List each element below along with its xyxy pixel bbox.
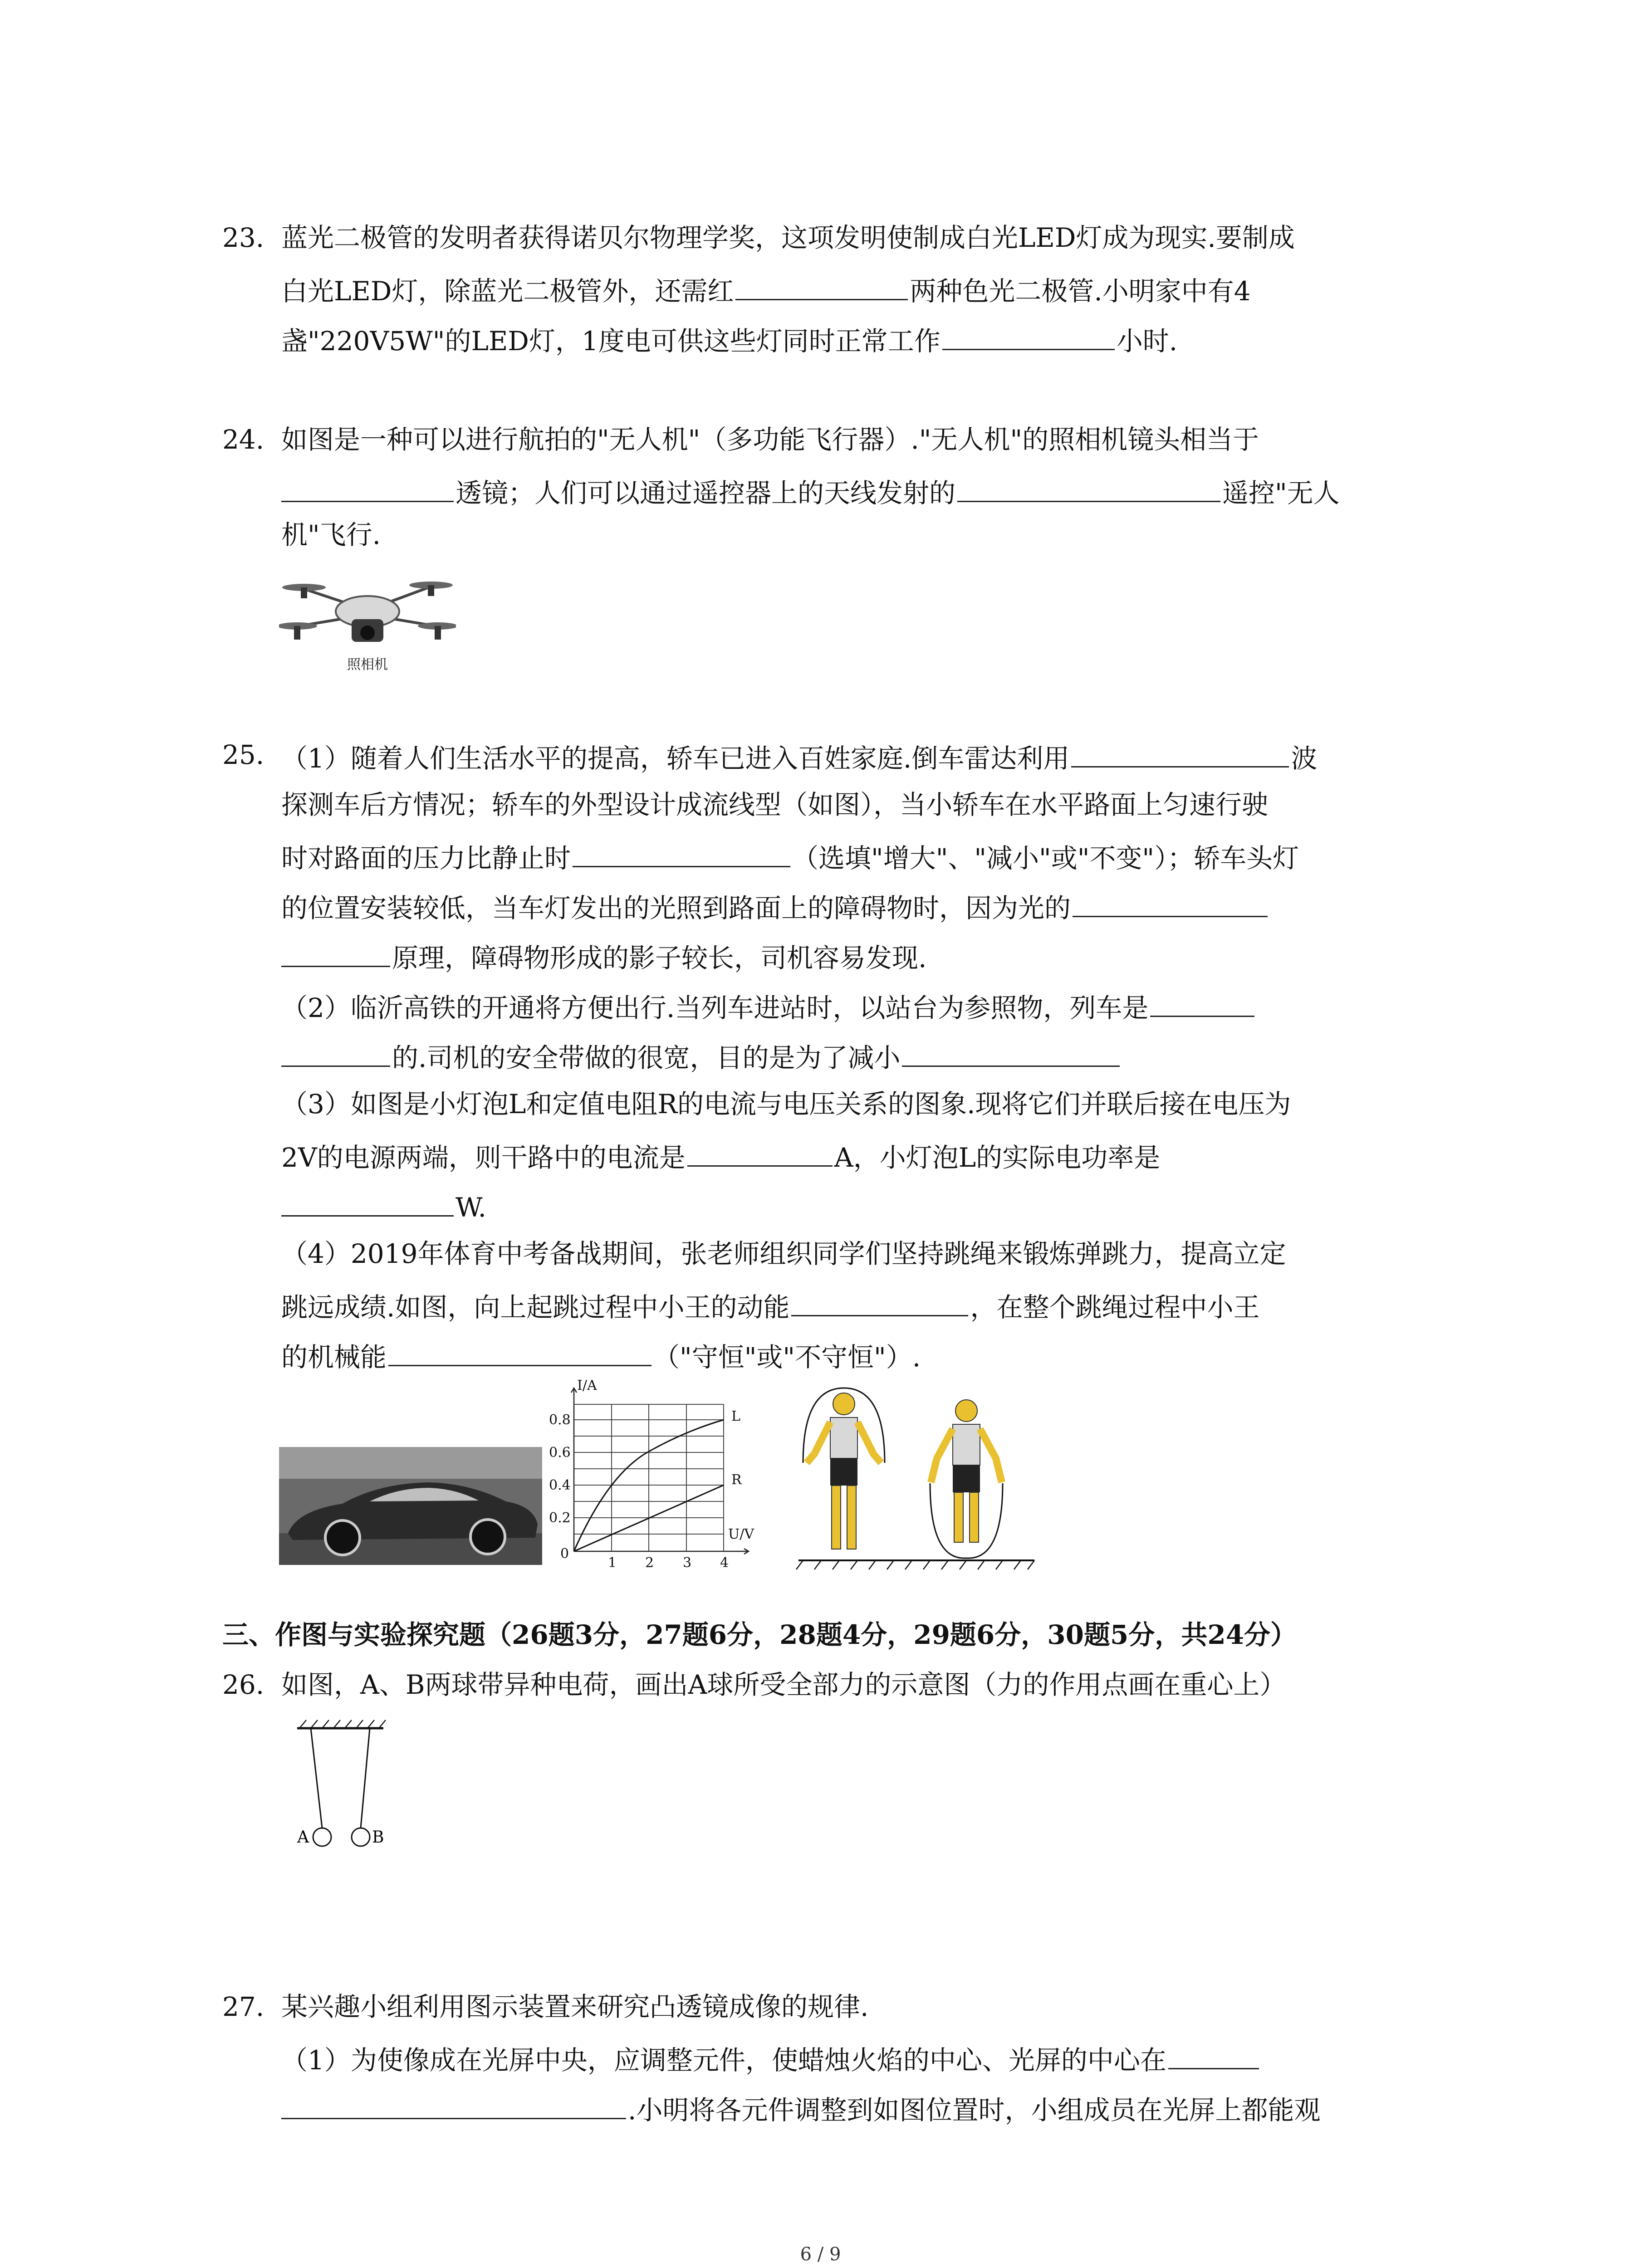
q25-p1-line5: 原理，障碍物形成的影子较长，司机容易发现. xyxy=(281,941,926,971)
q25-p4-line1: （4）2019年体育中考备战期间，张老师组织同学们坚持跳绳来锻炼弹跳力，提高立定 xyxy=(281,1238,1286,1269)
q25-blank-pressure[interactable] xyxy=(573,841,790,867)
jump-rope-figure xyxy=(794,1379,1039,1574)
q27-blank2[interactable] xyxy=(281,2093,626,2119)
q25-p4-line3: 的机械能 （"守恒"或"不守恒"）. xyxy=(281,1340,921,1370)
q27-number: 27. xyxy=(222,1991,265,2022)
ytick-02: 0.2 xyxy=(549,1510,571,1526)
q25-p3-line1: （3）如图是小灯泡L和定值电阻R的电流与电压关系的图象.现将它们并联后接在电压为 xyxy=(281,1089,1291,1119)
y-axis-label: I/A xyxy=(577,1379,597,1393)
q27-line1: 某兴趣小组利用图示装置来研究凸透镜成像的规律. xyxy=(281,1991,869,2022)
car-figure xyxy=(279,1447,542,1565)
page-number: 6 / 9 xyxy=(800,2244,841,2265)
charged-balls-figure xyxy=(279,1719,397,1855)
ytick-04: 0.4 xyxy=(549,1477,571,1493)
q24-blank2[interactable] xyxy=(957,476,1220,502)
xtick-4: 4 xyxy=(720,1555,729,1571)
q27-blank1[interactable] xyxy=(1168,2043,1259,2069)
q25-p4-line2: 跳远成绩.如图，向上起跳过程中小王的动能 ，在整个跳绳过程中小王 xyxy=(281,1290,1259,1320)
xtick-3: 3 xyxy=(683,1555,692,1571)
ball-a xyxy=(313,1828,331,1846)
q27-line2: （1）为使像成在光屏中央，应调整元件，使蜡烛火焰的中心、光屏的中心在 xyxy=(281,2043,1261,2073)
q24-line3: 机"飞行. xyxy=(281,519,381,550)
xtick-2: 2 xyxy=(645,1555,654,1571)
q24-line2: 透镜；人们可以通过遥控器上的天线发射的 遥控"无人 xyxy=(281,476,1340,506)
ball-b xyxy=(352,1828,370,1846)
xtick-1: 1 xyxy=(608,1555,617,1571)
section3-title: 三、作图与实验探究题（26题3分，27题6分，28题4分，29题6分，30题5分，共24分） xyxy=(222,1619,1297,1650)
iu-graph xyxy=(535,1379,762,1574)
curve-l-label: L xyxy=(731,1408,740,1424)
ytick-06: 0.6 xyxy=(549,1445,571,1461)
q25-blank-wave[interactable] xyxy=(1071,742,1289,767)
q25-blank-power[interactable] xyxy=(281,1191,454,1217)
q25-blank-light1[interactable] xyxy=(1073,891,1268,917)
q25-p3-line3: W. xyxy=(281,1191,486,1221)
ball-b-label: B xyxy=(372,1828,384,1847)
q24-number: 24. xyxy=(222,424,265,455)
q26-number: 26. xyxy=(222,1669,265,1700)
q23-line1: 蓝光二极管的发明者获得诺贝尔物理学奖，这项发明使制成白光LED灯成为现实.要制成 xyxy=(281,222,1295,253)
q25-blank-train1[interactable] xyxy=(1150,991,1254,1017)
q25-p1-line4: 的位置安装较低，当车灯发出的光照到路面上的障碍物时，因为光的 xyxy=(281,891,1269,921)
q23-line2: 白光LED灯，除蓝光二极管外，还需红 两种色光二极管.小明家中有4 xyxy=(281,274,1251,304)
q25-blank-belt[interactable] xyxy=(902,1041,1120,1067)
q25-blank-current[interactable] xyxy=(687,1141,833,1167)
q25-blank-mechanical[interactable] xyxy=(388,1340,652,1366)
q24-line1: 如图是一种可以进行航拍的"无人机"（多功能飞行器）."无人机"的照相机镜头相当于 xyxy=(281,424,1259,455)
q25-blank-train2[interactable] xyxy=(281,1041,390,1067)
q23-line3: 盏"220V5W"的LED灯，1度电可供这些灯同时正常工作 小时. xyxy=(281,324,1177,354)
q25-p1-line3: 时对路面的压力比静止时 （选填"增大"、"减小"或"不变"）；轿车头灯 xyxy=(281,841,1299,871)
q23-blank2[interactable] xyxy=(942,324,1115,350)
q24-blank1[interactable] xyxy=(281,476,454,502)
q25-blank-light2[interactable] xyxy=(281,941,390,967)
q25-p2-line1: （2）临沂高铁的开通将方便出行.当列车进站时，以站台为参照物，列车是 xyxy=(281,991,1256,1021)
q25-p1-line1: （1）随着人们生活水平的提高，轿车已进入百姓家庭.倒车雷达利用 波 xyxy=(281,742,1317,772)
q25-number: 25. xyxy=(222,739,265,770)
ytick-08: 0.8 xyxy=(549,1412,571,1428)
q27-line3: .小明将各元件调整到如图位置时，小组成员在光屏上都能观 xyxy=(281,2093,1320,2123)
ball-a-label: A xyxy=(297,1828,309,1847)
origin-label: 0 xyxy=(560,1546,569,1562)
drone-camera-label: 照相机 xyxy=(347,657,388,673)
q26-text: 如图，A、B两球带异种电荷，画出A球所受全部力的示意图（力的作用点画在重心上） xyxy=(281,1669,1286,1700)
q25-p1-line2: 探测车后方情况；轿车的外型设计成流线型（如图），当小轿车在水平路面上匀速行驶 xyxy=(281,789,1269,820)
curve-r-label: R xyxy=(731,1472,742,1488)
grid xyxy=(574,1404,724,1551)
q25-p2-line2: 的.司机的安全带做的很宽，目的是为了减小 xyxy=(281,1041,1122,1071)
q23-number: 23. xyxy=(222,222,265,253)
drone-figure xyxy=(279,562,456,676)
q25-blank-kinetic[interactable] xyxy=(791,1290,968,1316)
q25-p3-line2: 2V的电源两端，则干路中的电流是 A，小灯泡L的实际电功率是 xyxy=(281,1141,1160,1171)
x-axis-label: U/V xyxy=(728,1526,754,1542)
q23-blank1[interactable] xyxy=(735,274,908,300)
